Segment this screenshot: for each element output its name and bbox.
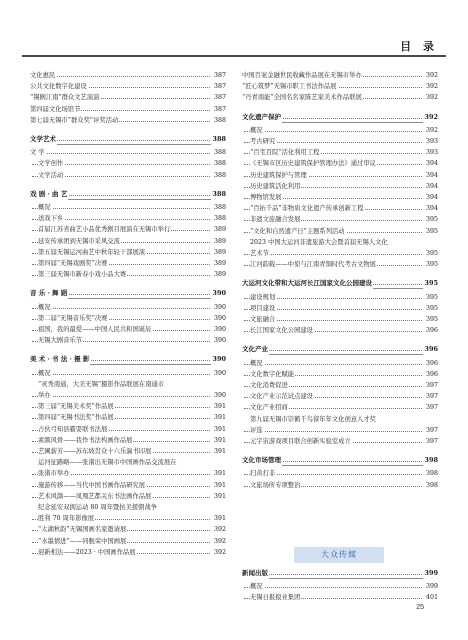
toc-entry-page: 390 [212,355,226,364]
toc-entry-page: 398 [423,480,438,491]
toc-entry [242,425,438,436]
toc-entry-page: 393 [423,147,438,158]
toc-entry [242,358,438,369]
toc-entry-title: 江河韵载——中原与江南青铜时代考古文物展 [250,261,376,269]
toc-entry-page: 389 [211,258,226,269]
toc-entry [242,325,438,336]
toc-entry [242,303,438,314]
toc-entry-page: 391 [211,491,226,502]
toc-entry [242,380,438,391]
toc-entry-page: 390 [212,289,226,298]
toc-entry-page: 393 [423,136,438,147]
toc-entry-page: 390 [211,302,226,313]
toc-entry-title: 文化消费促进 [250,382,288,389]
dot-leader [32,208,210,209]
toc-entry-page: 396 [424,345,438,354]
toc-section-heading [242,344,438,355]
dot-leader [244,431,422,432]
toc-entry-title: 张渚市举办 [38,470,70,478]
dot-leader [32,76,210,77]
toc-entry [242,92,438,103]
toc-entry [242,170,438,181]
toc-entry-page: 397 [423,436,438,447]
dot-leader [32,396,210,397]
toc-entry-title: 博物馆发展 [250,194,282,201]
toc-entry-page: 392 [423,92,438,103]
toc-entry [30,457,226,468]
toc-entry [30,547,226,558]
toc-entry-title: 大运河文化带和大运河长江国家文化公园建设 [242,279,372,288]
toc-entry-title: 第三届“无锡美术奖”作品展 [38,403,114,411]
toc-entry-page: 391 [211,435,226,446]
dot-leader [244,350,422,351]
toc-entry [30,324,226,335]
toc-entry-title: 第二届“无锡音乐奖”决赛 [38,314,108,322]
toc-entry [242,70,438,81]
toc-entry [30,236,226,247]
toc-entry [30,480,226,491]
toc-entry-page: 392 [211,536,226,547]
toc-entry-title: 首届江苏省曲艺小品优秀剧目展演在无锡市举行 [38,226,171,234]
toc-entry [30,258,226,269]
toc-entry [30,313,226,324]
toc-entry-title: 第九届无锡市崇鹤千鸟留年年文化创意人才奖 [250,415,376,423]
toc-entry-title: 文化惠民 [30,72,56,79]
toc-section-heading [30,189,226,200]
toc-entry-title: 文化产业 [242,345,268,354]
toc-entry [242,81,438,92]
toc-entry-title: 建设规划 [250,293,276,301]
toc-entry-page: 388 [212,135,226,143]
dot-leader [244,131,422,132]
toc-entry [242,192,438,203]
toc-entry [30,379,226,390]
toc-entry-title: 无锡日报报业集团 [250,594,301,602]
toc-entry [30,513,226,524]
toc-entry [242,147,438,158]
dot-leader [32,308,210,309]
toc-entry-title: 中国百案金融世民收藏作品展在无锡市举办 [242,72,362,79]
toc-entry-title: 非遗文旅融合发展 [250,216,301,224]
toc-entry-title: 纪念延安双拥运动 80 周年暨抗美援朝战争 [38,504,158,511]
dot-leader [244,574,422,575]
toc-entry [242,581,438,592]
toc-entry-page: 389 [211,247,226,258]
toc-entry [242,181,438,192]
toc-entry [30,335,226,346]
toc-entry-title: 戏 剧 · 曲 艺 [30,189,68,198]
toc-entry [30,147,226,158]
toc-entry-title: 文化遗产保护 [242,112,281,121]
toc-entry [242,369,438,380]
toc-entry-page: 397 [423,402,438,413]
toc-entry [30,424,226,435]
toc-entry-page: 394 [423,181,438,192]
toc-entry [242,402,438,413]
toc-entry-page: 395 [423,292,438,303]
toc-section-heading [242,455,438,466]
toc-entry-page: 394 [423,158,438,169]
toc-entry-page: 397 [423,391,438,402]
toc-entry [30,446,226,457]
toc-entry-page: 388 [212,189,226,198]
toc-entry [30,536,226,547]
toc-entry-title: 文化市场管理 [242,456,281,465]
dot-leader [244,587,422,588]
toc-entry [242,292,438,303]
toc-entry-title: 音 乐 · 舞 蹈 [30,289,68,298]
toc-section-heading [242,278,438,289]
dot-leader [244,254,422,255]
section-banner: 大众传媒 [294,547,384,563]
toc-entry [30,269,226,280]
toc-entry-page: 396 [423,325,438,336]
toc-entry-title: “太湖秋韵”无锡国画名家邀请展 [38,526,127,534]
toc-section-heading [30,288,226,299]
toc-entry-title: 第四届“无锡书法奖”作品展 [38,414,114,422]
toc-entry [242,136,438,147]
toc-entry-page: 395 [423,314,438,325]
toc-entry [30,92,226,103]
toc-entry-title: 考古研究 [250,138,276,145]
toc-entry-title: 文化产业示范试点建设 [250,393,313,401]
toc-entry-page: 390 [211,313,226,324]
toc-entry [30,302,226,313]
toc-entry-page: 392 [423,70,438,81]
toc-entry-title: 评选 [250,426,263,434]
toc-entry [30,115,226,126]
toc-entry-page: 398 [423,468,438,479]
toc-entry-page: 388 [211,115,226,126]
toc-entry-page: 395 [423,303,438,314]
toc-entry-title: 历史建筑保护与管理 [250,171,307,179]
toc-entry [242,125,438,136]
toc-entry-title: “水墨情进”——同舰荣中国画展 [38,537,127,545]
toc-entry-title: 第四届“无锡戏剧奖”决赛 [38,260,108,267]
toc-entry-title: “文化和自然遗产日”主题系列活动 [250,227,345,235]
toc-entry-title: “丹青南能”全国名名家陈艺家美术作品联展 [242,94,362,102]
toc-entry-title: 举办 [38,392,51,399]
toc-entry-title: “百拓千品”非物质文化遗产传承创新工程 [250,205,364,213]
toc-entry-page: 399 [424,569,438,577]
toc-entry-title: 历史建筑活化利用 [250,182,301,190]
toc-entry-title: 元宇宙游戏项目联合创新实验室成立 [250,438,351,445]
toc-entry-title: 美 术 · 书 法 · 摄 影 [30,355,90,364]
toc-entry-title: “匠心筑梦”无锡市职工书法作品展 [242,83,337,91]
toc-entry-title: 文学艺术 [30,135,56,143]
toc-entry-title: 艺术节 [250,250,269,257]
toc-entry-title: 艺圃薪芳——苏东坡贯众十六乐湍书印展 [38,448,152,455]
toc-entry-page: 389 [211,236,226,247]
toc-entry [30,202,226,213]
toc-entry [30,412,226,423]
toc-entry [242,158,438,169]
page-title: 目 录 [400,40,438,53]
dot-leader [32,140,210,141]
toc-entry-title: 迎新相达——2023 · 中国画作品展 [38,548,136,556]
toc-entry-title: 胜利 70 周年影像展 [38,515,95,523]
toc-entry [242,214,438,225]
toc-entry-title: 新闻出版 [242,569,268,577]
toc-entry [30,224,226,235]
toc-entry-page: 395 [424,279,438,288]
toc-entry [242,248,438,259]
toc-entry-title: 第四届文化场馆节 [30,105,81,113]
toc-entry-page: 396 [423,358,438,369]
toc-entry-page: 391 [211,446,226,457]
toc-entry [242,203,438,214]
toc-section-heading [30,134,226,145]
toc-entry-page: 395 [423,214,438,225]
toc-entry-title: 2023 中国大运河非遗旅游大会暨首届无锡人文化 [250,238,388,246]
toc-entry-page: 395 [423,259,438,270]
toc-entry-title: 扫黄打非 [250,470,276,478]
toc-entry-title: 概况 [250,126,263,134]
toc-entry [30,247,226,258]
toc-entry [242,480,438,491]
toc-entry-title: 素颜风骨——我作书法构画作品展 [38,436,133,444]
toc-entry-page: 394 [423,192,438,203]
toc-entry-title: 运河征路略——张渚出无锡市中国画作品交流展在 [38,459,177,467]
toc-entry-title: 无锡大剧音乐节 [38,337,83,345]
toc-entry-title: 第七届无锡市“群众奖”评奖活动 [30,116,119,124]
toc-entry-title: 项目建设 [250,304,276,312]
toc-entry-page: 392 [211,547,226,558]
toc-entry-page: 399 [423,581,438,592]
toc-entry-page: 388 [211,170,226,181]
toc-entry-page: 391 [211,468,226,479]
toc-entry [242,391,438,402]
toc-entry [242,592,438,603]
toc-entry [242,226,438,237]
toc-entry-title: “灵秀南通，大美无锡”摄影作品联展在南通市 [38,380,165,388]
toc-entry [242,468,438,479]
toc-entry-page: 392 [211,524,226,535]
toc-entry-page: 392 [424,112,438,121]
toc-entry-page: 390 [211,390,226,401]
toc-entry-title: 第三届无锡市新春小戏小品大赛 [38,271,127,279]
toc-entry-page: 388 [211,202,226,213]
toc-entry [30,368,226,379]
toc-entry-title: 《无锡市区历史建筑保护管理办法》通过审议 [250,160,376,168]
toc-entry-page: 398 [424,456,438,465]
toc-entry-page: 391 [211,401,226,412]
header-rule [22,55,446,57]
toc-entry [30,390,226,401]
toc-entry-page: 395 [423,226,438,237]
toc-section-heading [30,354,226,365]
toc-entry-title: 概况 [38,303,51,311]
toc-entry [30,213,226,224]
dot-leader [32,153,210,154]
toc-entry-page: 391 [211,412,226,423]
toc-entry [242,237,438,248]
toc-entry-title: 第五届无锡运河曲艺中秋年轻干部展演 [38,248,146,256]
toc-entry [30,158,226,169]
toc-entry-page: 395 [423,248,438,259]
toc-entry [30,502,226,513]
toc-entry-page: 391 [211,513,226,524]
toc-entry-page: 388 [211,213,226,224]
toc-entry-title: 延安传承团到无锡市采风交流 [38,237,120,245]
toc-entry [242,436,438,447]
toc-entry-page: 387 [211,104,226,115]
toc-entry [242,414,438,425]
toc-entry-title: 概况 [250,359,263,367]
toc-entry-title: 文化数字化赋能 [250,370,295,378]
toc-entry [242,259,438,270]
toc-entry-page: 387 [211,81,226,92]
toc-entry-page: 392 [423,125,438,136]
toc-entry-page: 396 [423,369,438,380]
toc-entry-title: “锡剧江南”群众文艺演演 [30,94,100,102]
toc-entry-page: 388 [211,158,226,169]
toc-entry-title: 概况 [38,204,51,211]
toc-entry [30,524,226,535]
toc-entry [30,491,226,502]
toc-entry [30,435,226,446]
header [238,40,438,52]
toc-entry [30,104,226,115]
toc-entry-title: 送戏下乡 [38,215,64,223]
toc-entry-page: 397 [423,425,438,436]
toc-entry-page: 389 [211,224,226,235]
toc-entry-page: 401 [423,592,438,603]
toc-section-heading [242,568,438,579]
toc-entry-page: 392 [423,81,438,92]
toc-entry-title: 文学创作 [38,160,64,168]
toc-entry-title: 长江国家文化公园建设 [250,327,313,335]
toc-entry-page: 390 [211,335,226,346]
dot-leader [244,364,422,365]
toc-entry-page: 387 [211,70,226,81]
page-number: 25 [416,604,424,611]
toc-entry-page: 390 [211,368,226,379]
toc-entry [30,81,226,92]
toc-entry [30,401,226,412]
toc-entry-page: 394 [423,203,438,214]
toc-entry-title: 文旅场所专项整治 [250,481,301,489]
dot-leader [32,374,210,375]
toc-entry-page: 390 [211,324,226,335]
toc-entry-title: 文 学 [30,149,45,157]
toc-entry-title: 文学活动 [38,171,64,179]
toc-entry-page: 397 [423,380,438,391]
toc-entry-page: 388 [211,147,226,158]
toc-entry-title: 文旅融合 [250,316,276,323]
toc-entry [30,70,226,81]
toc-entry-page: 391 [211,480,226,491]
toc-entry-title: 祖国，我的最爱——中国人民共和国诞辰 [38,326,152,333]
toc-entry-title: 艺术风颜——凤凰艺都关东书法画作品展 [38,492,152,500]
toc-entry-page: 391 [211,424,226,435]
toc-section-heading [242,112,438,123]
toc-entry-title: 概况 [38,369,51,377]
toc-entry-title: 概况 [250,583,263,591]
toc-entry-title: 公共文化数字化建设 [30,83,87,91]
toc-entry-page: 389 [211,269,226,280]
toc-entry-title: 施游传移——当代中国书画作品研究展 [38,481,146,489]
toc-entry [242,314,438,325]
toc-entry-title: 占伙弓知县霸耍联书法展 [38,425,108,433]
toc-entry [30,170,226,181]
toc-entry-page: 387 [211,92,226,103]
toc-entry [30,468,226,479]
toc-entry-page: 394 [423,170,438,181]
toc-entry-title: 文化产业招商 [250,404,288,412]
toc-entry-title: “百宅百院”活化利用工程 [250,149,320,157]
